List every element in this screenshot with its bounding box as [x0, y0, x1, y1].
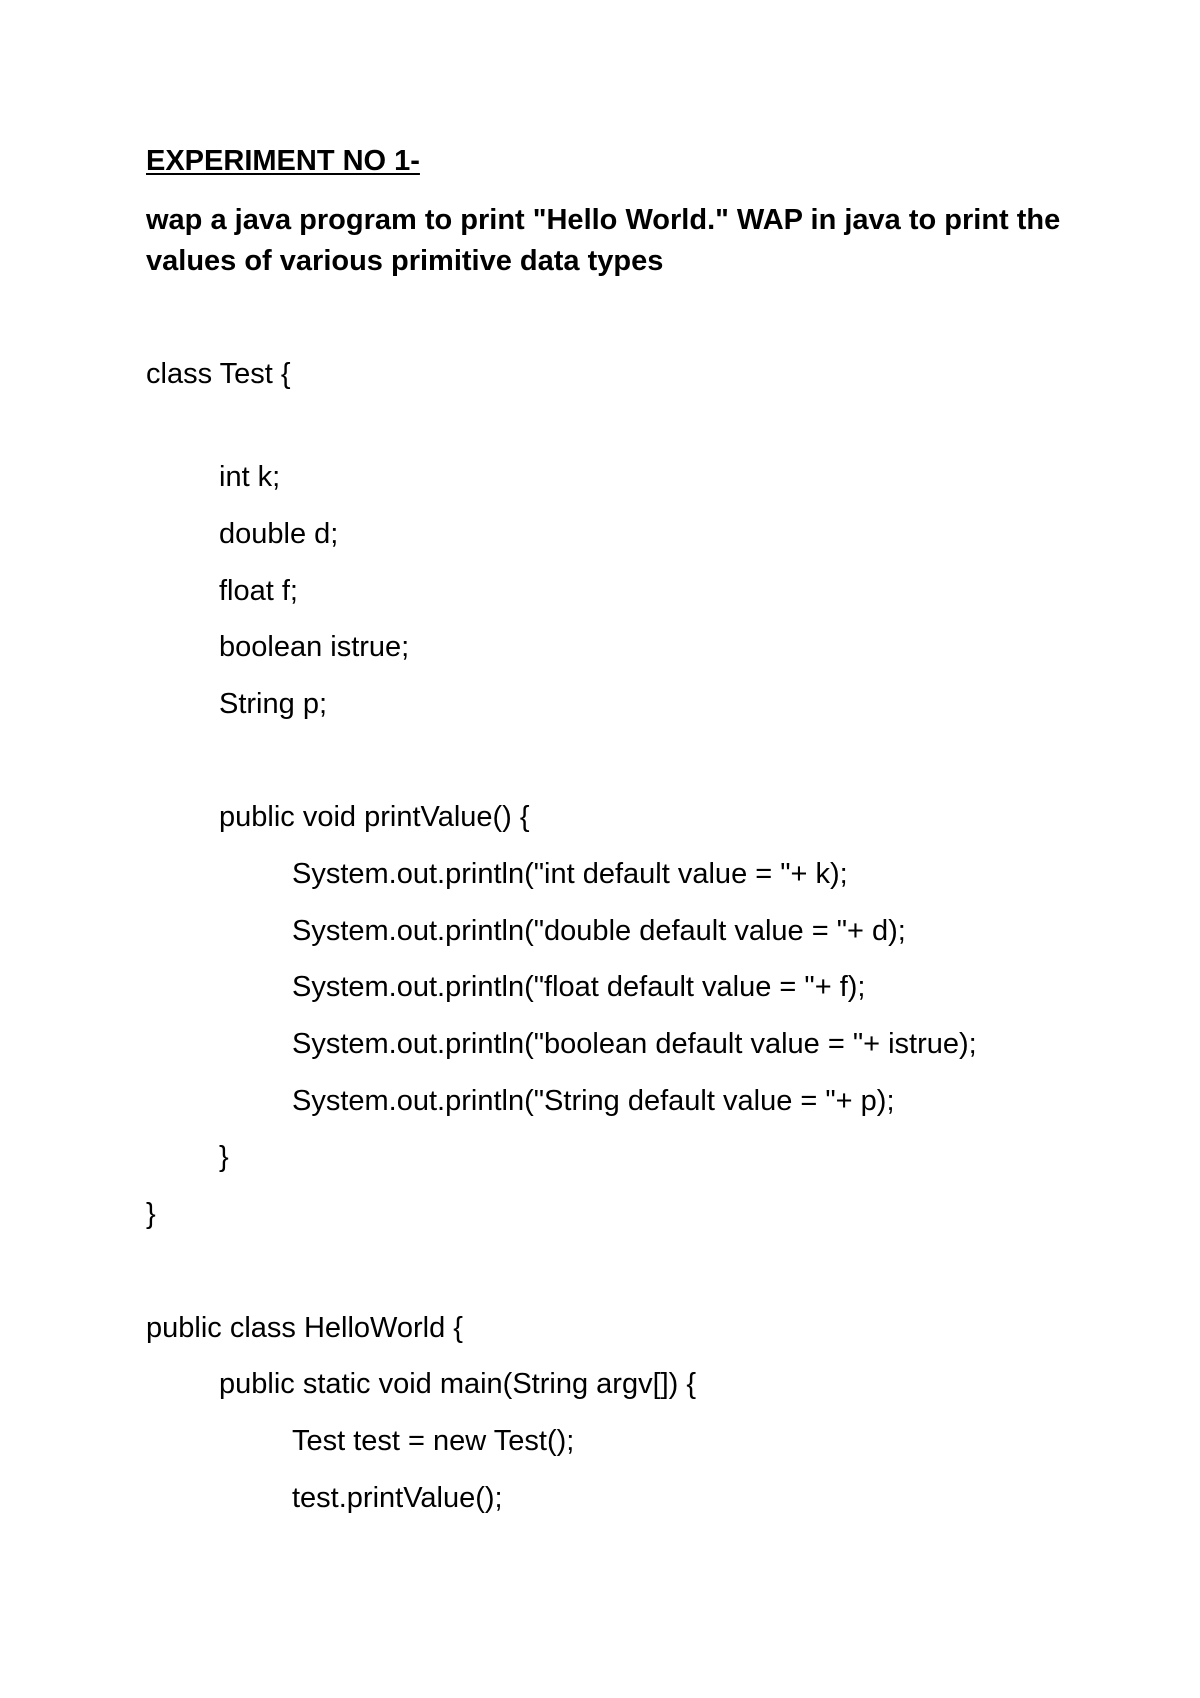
code-line: }: [146, 1198, 156, 1230]
code-line: System.out.println("float default value = "+ f);: [292, 971, 866, 1003]
code-line: System.out.println("boolean default value = "+ istrue);: [292, 1028, 977, 1060]
code-line: public void printValue() {: [219, 801, 530, 833]
code-line: System.out.println("int default value = "+ k);: [292, 858, 848, 890]
code-line: String p;: [219, 688, 327, 720]
code-line: System.out.println("double default value = "+ d);: [292, 915, 906, 947]
code-line: boolean istrue;: [219, 631, 410, 663]
code-line: float f;: [219, 575, 298, 607]
code-line: double d;: [219, 518, 339, 550]
code-line: class Test {: [146, 358, 291, 390]
code-line: int k;: [219, 461, 281, 493]
code-line: Test test = new Test();: [292, 1425, 575, 1457]
experiment-aim: wap a java program to print "Hello World." WAP in java to print the values of various primitive data types: [146, 204, 1061, 277]
code-line: public class HelloWorld {: [146, 1312, 463, 1344]
experiment-heading: EXPERIMENT NO 1-: [146, 145, 420, 177]
code-line: test.printValue();: [292, 1482, 503, 1514]
code-line: }: [219, 1141, 229, 1173]
code-line: System.out.println("String default value = "+ p);: [292, 1085, 895, 1117]
code-line: public static void main(String argv[]) {: [219, 1368, 697, 1400]
